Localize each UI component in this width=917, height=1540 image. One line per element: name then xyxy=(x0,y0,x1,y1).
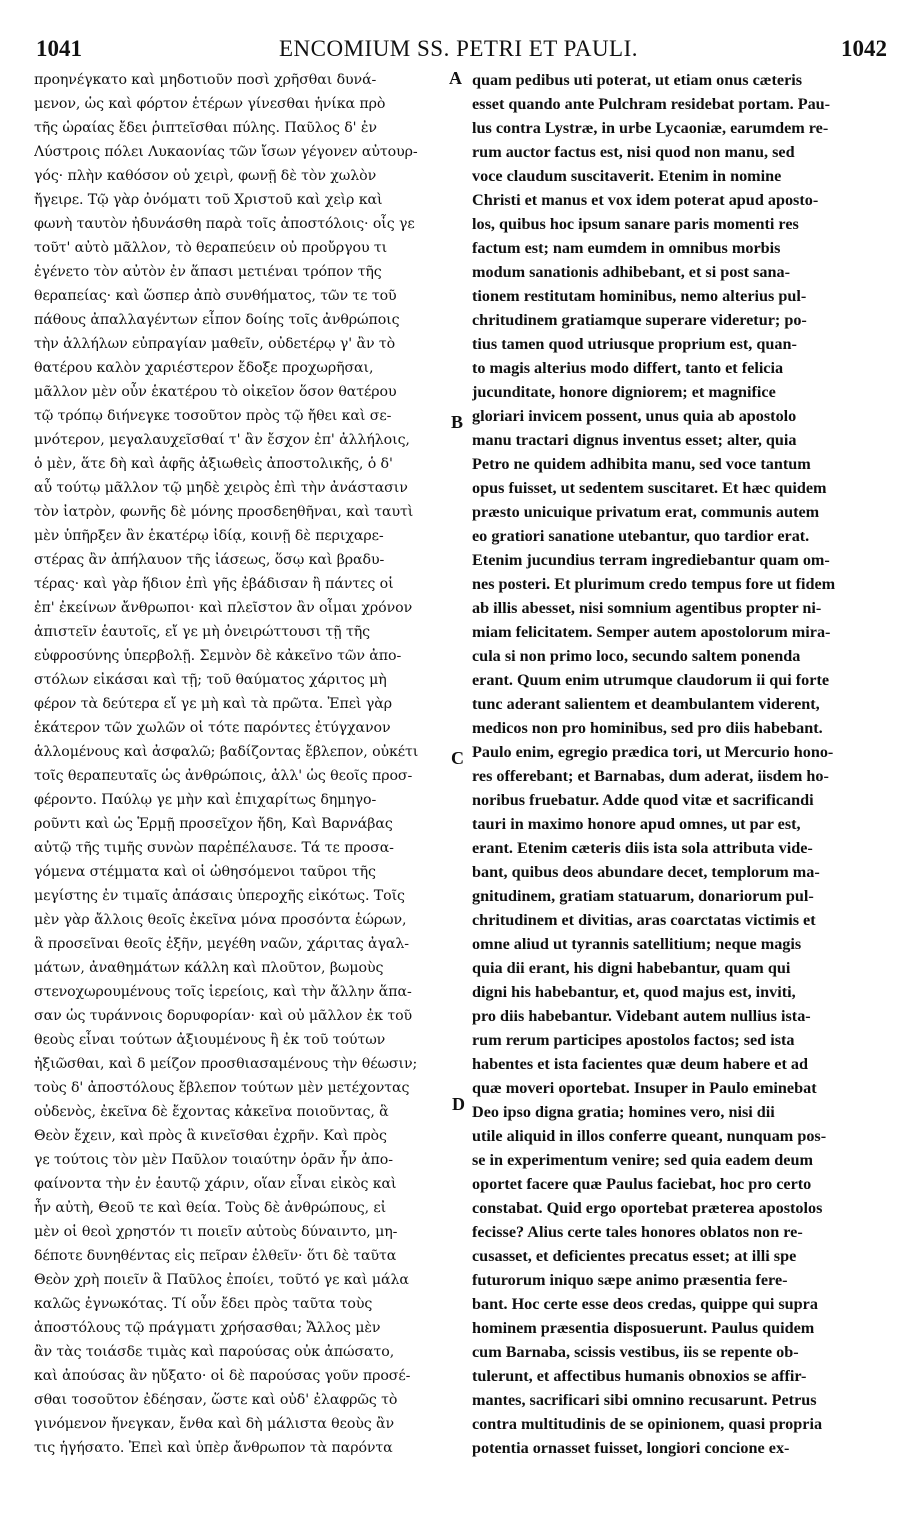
latin-text-line: esset quando ante Pulchram residebat portam. Pau- xyxy=(472,95,831,113)
greek-text-line: εὐφροσύνης ὑπερβολῇ. Σεμνὸν δὲ κἀκεῖνο τῶν ἀπο- xyxy=(34,648,402,664)
latin-text-line: lus contra Lystræ, in urbe Lycaoniæ, earumdem re- xyxy=(472,119,829,137)
greek-text-line: ἑκάτερον τῶν χωλῶν οἱ τότε παρόντες ἐτύγχανον xyxy=(34,720,391,736)
latin-text-line: oportet facere quæ Paulus faciebat, hoc pro certo xyxy=(472,1175,812,1193)
latin-text-line: mantes, sacrificari sibi omnino recusarunt. Petrus xyxy=(472,1391,817,1409)
greek-text-line: μᾶλλον μὲν οὖν ἑκατέρου τὸ οἰκεῖον ὅσον θατέρου xyxy=(34,384,397,400)
latin-text-line: tionem restitutam hominibus, nemo alterius pul- xyxy=(472,287,807,305)
latin-text-line: medicos non pro hominibus, sed pro diis habebant. xyxy=(472,719,823,737)
latin-text-line: erant. Quum enim utrumque claudorum ii qui forte xyxy=(472,671,830,689)
latin-text-line: pro diis habebantur. Videbant autem nullius ista- xyxy=(472,1007,811,1025)
greek-text-line: τοῦτ' αὐτὸ μᾶλλον, τὸ θεραπεύειν οὐ προὔργου τι xyxy=(34,240,388,256)
latin-text-line: chritudinem gratiamque superare videretur; po- xyxy=(472,311,807,329)
greek-text-line: ἠξιῶσθαι, καὶ δ μείζον προσθιασαμένους τὴν θέωσιν; xyxy=(34,1056,418,1072)
greek-text-line: στενοχωρουμένους τοῖς ἱερείοις, καὶ τὴν ἄλλην ἅπα- xyxy=(34,984,412,1000)
greek-text-line: καλῶς ἐγνωκότας. Τί οὖν ἔδει πρὸς ταῦτα τοὺς xyxy=(34,1296,373,1312)
greek-text-line: μεγίστης ἐν τιμαῖς ἀπάσαις ὑπεροχῆς εἰκότως. Τοῖς xyxy=(34,888,405,904)
latin-text-line: futurorum iniquo sæpe animo præsentia fere- xyxy=(472,1271,788,1289)
greek-text-line: ἀποστόλους τῷ πράγματι χρήσασθαι; Ἄλλος μὲν xyxy=(34,1320,381,1336)
section-marker-c: C xyxy=(451,748,464,768)
latin-text-line: opus fuisset, ut sedentem suscitaret. Et hæc quidem xyxy=(472,479,827,497)
latin-text-line: chritudinem et divitias, aras coarctatas victimis et xyxy=(472,911,816,929)
greek-text-line: Λύστροις πόλει Λυκαονίας τῶν ἴσων γέγονεν αὐτουρ- xyxy=(34,144,418,160)
latin-text-line: to magis alterius modo differt, tanto et felicia xyxy=(472,359,784,377)
greek-text-line: θεραπείας· καὶ ὥσπερ ἀπὸ συνθήματος, τῶν τε τοῦ xyxy=(34,288,397,304)
greek-text-line: ἤγειρε. Τῷ γὰρ ὀνόματι τοῦ Χριστοῦ καὶ χεὶρ καὶ xyxy=(34,192,383,208)
greek-text-line: μνότερον, μεγαλαυχεῖσθαί τ' ἂν ἔσχον ἐπ' ἀλλήλοις, xyxy=(34,432,410,448)
latin-text-line: modum sanationis adhibebant, et si post sana- xyxy=(472,263,790,281)
latin-text-line: hominem præsentia disposuerunt. Paulus quidem xyxy=(472,1319,815,1337)
latin-text-line: manu tractari dignus inventus esset; alter, quia xyxy=(472,431,797,449)
latin-text-line: contra multitudinis de se opinionem, quasi propria xyxy=(472,1415,823,1433)
latin-text-line: tulerunt, et affectibus humanis obnoxios se affir- xyxy=(472,1367,807,1385)
greek-text-line: στόλων εἰκάσαι καὶ τῇ; τοῦ θαύματος χάριτος μὴ xyxy=(34,672,387,688)
latin-text-line: gloriari invicem possent, unus quia ab apostolo xyxy=(472,407,797,425)
latin-text-line: quam pedibus uti poterat, ut etiam onus cæteris xyxy=(472,71,803,89)
greek-text-line: φέρον τὰ δεύτερα εἴ γε μὴ καὶ τὰ πρῶτα. Ἐπεὶ γὰρ xyxy=(34,696,392,712)
latin-text-column xyxy=(472,68,882,1460)
latin-text-line: fecisse? Alius certe tales honores oblatos non re- xyxy=(472,1223,803,1241)
latin-text-line: cula si non primo loco, secundo saltem ponenda xyxy=(472,647,801,665)
latin-text-line: eo gratiori sanatione utebantur, quo tardior erat. xyxy=(472,527,810,545)
page-header xyxy=(0,0,917,60)
greek-text-line: μάτων, ἀναθημάτων κάλλη καὶ πλοῦτον, βωμοὺς xyxy=(34,960,384,976)
greek-text-line: τῆς ὡραίας ἔδει ῥιπτεῖσθαι πύλης. Παῦλος δ' ἐν xyxy=(34,120,377,136)
latin-text-line: bant. Hoc certe esse deos credas, quippe qui supra xyxy=(472,1295,818,1313)
greek-text-line: μὲν οἱ θεοὶ χρηστόν τι ποιεῖν αὐτοὺς δύναιντο, μη- xyxy=(34,1224,398,1240)
greek-text-line: ἂν τὰς τοιάσδε τιμὰς καὶ παρούσας οὐκ ἀπώσατο, xyxy=(34,1344,395,1360)
greek-text-line: πάθους ἀπαλλαγέντων εἶπον δοίης τοῖς ἀνθρώποις xyxy=(34,312,400,328)
latin-text-line: tauri in maximo honore apud omnes, ut par est, xyxy=(472,815,801,833)
greek-text-line: σαν ὡς τυράννοις δορυφορίαν· καὶ οὐ μᾶλλον ἐκ τοῦ xyxy=(34,1008,413,1024)
latin-text-line: Etenim jucundius terram ingrediebantur quam om- xyxy=(472,551,830,569)
greek-text-line: ἐγένετο τὸν αὐτὸν ἐν ἅπασι μετιέναι τρόπον τῆς xyxy=(34,264,382,280)
page-number-right: 1042 xyxy=(841,36,887,61)
latin-text-line: tunc aderant salientem et deambulantem viderent, xyxy=(472,695,820,713)
section-marker-a: A xyxy=(449,68,462,88)
latin-text-line: voce claudum suscitaverit. Etenim in nomine xyxy=(472,167,782,185)
greek-text-line: ἀπιστεῖν ἑαυτοῖς, εἴ γε μὴ ὀνειρώττουσι τῇ τῆς xyxy=(34,624,370,640)
latin-text-line: digni his habebantur, et, quod majus est, inviti, xyxy=(472,983,796,1001)
latin-text-line: habentes et ista facientes quæ deum habere et ad xyxy=(472,1055,809,1073)
greek-text-line: φαίνοντα τὴν ἐν ἑαυτῷ χάριν, οἵαν εἶναι εἰκὸς καὶ xyxy=(34,1176,397,1192)
section-marker-d: D xyxy=(452,1094,465,1114)
greek-text-line: φέροντο. Παύλῳ γε μὴν καὶ ἐπιχαρίτως δημηγο- xyxy=(34,792,377,808)
greek-text-line: μενον, ὡς καὶ φόρτον ἑτέρων γίνεσθαι ἡνίκα πρὸ xyxy=(34,96,386,112)
latin-text-line: rum rerum participes apostolos factos; sed ista xyxy=(472,1031,795,1049)
greek-text-line: γινόμενον ἤνεγκαν, ἔνθα καὶ δὴ μάλιστα θεοὺς ἂν xyxy=(34,1416,395,1432)
latin-text-line: se in experimentum venire; sed quia eadem deum xyxy=(472,1151,813,1169)
greek-text-line: ροῦντι καὶ ὡς Ἑρμῇ προσεῖχον ἤδη, Καὶ Βαρνάβας xyxy=(34,816,393,832)
latin-text-line: potentia ornasset fuisset, longiori concione ex- xyxy=(472,1439,790,1457)
latin-text-line: factum est; nam eumdem in omnibus morbis xyxy=(472,239,781,257)
greek-text-line: καὶ ἀπούσας ἂν ηὔξατο· οἱ δὲ παρούσας γοῦν προσέ- xyxy=(34,1368,411,1384)
latin-text-line: ab illis abesset, nisi somnium agentibus propter ni- xyxy=(472,599,822,617)
greek-text-line: τοὺς δ' ἀποστόλους ἔβλεπον τούτων μὲν μετέχοντας xyxy=(34,1080,410,1096)
greek-text-line: ἐπ' ἐκείνων ἄνθρωποι· καὶ πλεῖστον ἂν οἶμαι χρόνον xyxy=(34,600,413,616)
greek-text-line: μὲν γὰρ ἄλλοις θεοῖς ἐκεῖνα μόνα προσόντα ἑώρων, xyxy=(34,912,407,928)
latin-text-line: rum auctor factus est, nisi quod non manu, sed xyxy=(472,143,795,161)
latin-text-line: miam felicitatem. Semper autem apostolorum mira- xyxy=(472,623,831,641)
greek-text-line: θεοὺς εἶναι τούτων ἀξιουμένους ἢ ἐκ τοῦ τούτων xyxy=(34,1032,386,1048)
greek-text-line: γόμενα στέμματα καὶ οἱ ὠθησόμενοι ταῦροι τῆς xyxy=(34,864,376,880)
latin-text-line: Christi et manus et vox idem poterat apud aposto- xyxy=(472,191,819,209)
greek-text-line: στέρας ἂν ἀπήλαυον τῆς ἰάσεως, ὅσῳ καὶ βραδυ- xyxy=(34,552,385,568)
page-number-left: 1041 xyxy=(36,36,82,61)
greek-text-line: ἁλλομένους καὶ ἀσφαλῶ; βαδίζοντας ἔβλεπον, οὐκέτι xyxy=(34,744,419,760)
greek-text-line: δέποτε δυνηθέντας εἰς πεῖραν ἐλθεῖν· ὅτι δὲ ταῦτα xyxy=(34,1248,397,1264)
latin-text-line: cusasset, et deficientes precatus esset; at illi spe xyxy=(472,1247,797,1265)
section-marker-b: B xyxy=(451,412,464,432)
latin-text-line: utile aliquid in illos conferre queant, nunquam pos- xyxy=(472,1127,827,1145)
greek-text-line: τέρας· καὶ γὰρ ἥδιον ἐπὶ γῆς ἐβάδισαν ἢ πάντες οἱ xyxy=(34,576,394,592)
greek-text-line: σθαι τοσοῦτον ἐδέησαν, ὥστε καὶ οὐδ' ἐλαφρῶς τὸ xyxy=(34,1392,398,1408)
greek-text-line: γε τούτοις τὸν μὲν Παῦλον τοιαύτην ὁρᾶν ἦν ἀπο- xyxy=(34,1152,393,1168)
latin-text-line: bant, quibus deos abundare decet, templorum ma- xyxy=(472,863,820,881)
greek-text-line: ἦν αὐτὴ, Θεοῦ τε καὶ θεία. Τοὺς δὲ ἀνθρώπους, εἰ xyxy=(34,1200,387,1216)
greek-text-line: τὴν ἀλλήλων εὐπραγίαν μαθεῖν, οὐδετέρῳ γ' ἂν τὸ xyxy=(34,336,396,352)
greek-text-line: οὐδενὸς, ἐκεῖνα δὲ ἔχοντας κἀκεῖνα ποιοῦντας, ἃ xyxy=(34,1104,389,1120)
latin-text-line: quæ moveri oportebat. Insuper in Paulo eminebat xyxy=(472,1079,817,1097)
latin-text-line: noribus fruebatur. Adde quod vitæ et sacrificandi xyxy=(472,791,814,809)
latin-text-line: Petro ne quidem adhibita manu, sed voce tantum xyxy=(472,455,811,473)
greek-text-line: τις ἡγήσατο. Ἐπεὶ καὶ ὑπὲρ ἄνθρωπον τὰ παρόντα xyxy=(34,1440,393,1456)
latin-text-line: Deo ipso digna gratia; homines vero, nisi dii xyxy=(472,1103,775,1121)
greek-text-line: τοῖς θεραπευταῖς ὡς ἀνθρώποις, ἀλλ' ὡς θεοῖς προσ- xyxy=(34,768,413,784)
latin-text-line: los, quibus hoc ipsum sanare paris momenti res xyxy=(472,215,799,233)
latin-text-line: res offerebant; et Barnabas, dum aderat, iisdem ho- xyxy=(472,767,829,785)
latin-text-line: constabat. Quid ergo oportebat præterea apostolos xyxy=(472,1199,823,1217)
latin-text-line: nes posteri. Et plurimum credo tempus fore ut fidem xyxy=(472,575,836,593)
greek-text-line: αὐτῷ τῆς τιμῆς συνὼν παρἑπέλαυσε. Τά τε προσα- xyxy=(34,840,394,856)
greek-text-line: Θεὸν χρὴ ποιεῖν ἃ Παῦλος ἐποίει, τοῦτό γε καὶ μάλα xyxy=(34,1272,409,1288)
latin-text-line: erant. Etenim cæteris diis ista sola attributa vide- xyxy=(472,839,813,857)
greek-text-line: φωνὴ ταυτὸν ἠδυνάσθη παρὰ τοῖς ἀποστόλοις· οἷς γε xyxy=(34,216,415,232)
latin-text-line: tius tamen quod utriusque proprium est, quan- xyxy=(472,335,797,353)
greek-text-line: αὖ τούτῳ μᾶλλον τῷ μηδὲ χειρὸς ἐπὶ τὴν ἀνάστασιν xyxy=(34,480,408,496)
latin-text-line: quia dii erant, his digni habebantur, quam qui xyxy=(472,959,791,977)
latin-text-line: cum Barnaba, scissis vestibus, iis se repente ob- xyxy=(472,1343,799,1361)
latin-text-line: gnitudinem, gratiam statuarum, donariorum pul- xyxy=(472,887,814,905)
latin-text-line: Paulo enim, egregio prædica tori, ut Mercurio hono- xyxy=(472,743,834,761)
greek-text-line: προηνέγκατο καὶ μηδοτιοῦν ποσὶ χρῆσθαι δυνά- xyxy=(34,72,377,88)
latin-text-line: omne aliud ut tyrannis satellitium; neque magis xyxy=(472,935,802,953)
greek-text-line: τῷ τρόπῳ διήνεγκε τοσοῦτον πρὸς τῷ ἤθει καὶ σε- xyxy=(34,408,392,424)
running-title: ENCOMIUM SS. PETRI ET PAULI. xyxy=(278,36,639,61)
greek-text-line: τὸν ἰατρὸν, φωνῆς δὲ μόνης προσδεηθῆναι, καὶ ταυτὶ xyxy=(34,504,414,520)
greek-text-line: μὲν ὑπῆρξεν ἂν ἑκατέρῳ ἰδίᾳ, κοινῇ δὲ περιχαρε- xyxy=(34,528,384,544)
greek-text-line: ὁ μὲν, ἅτε δὴ καὶ ἀφῆς ἀξιωθεὶς ἀποστολικῆς, ὁ δ' xyxy=(34,456,393,472)
greek-text-line: ἃ προσεῖναι θεοῖς ἐξῆν, μεγέθη ναῶν, χάριτας ἀγαλ- xyxy=(34,936,409,952)
greek-text-column xyxy=(34,68,448,1460)
greek-text-line: θατέρου καλὸν χαριέστερον ἔδοξε προχωρῆσαι, xyxy=(34,360,374,376)
greek-text-line: γός· πλὴν καθόσον οὐ χειρὶ, φωνῇ δὲ τὸν χωλὸν xyxy=(34,168,377,184)
latin-text-line: præsto unicuique privatum erat, communis autem xyxy=(472,503,820,521)
latin-text-line: jucunditate, honore digniorem; et magnifice xyxy=(472,383,776,401)
greek-text-line: Θεὸν ἔχειν, καὶ πρὸς ἃ κινεῖσθαι ἐχρῆν. Καὶ πρὸς xyxy=(34,1128,387,1144)
